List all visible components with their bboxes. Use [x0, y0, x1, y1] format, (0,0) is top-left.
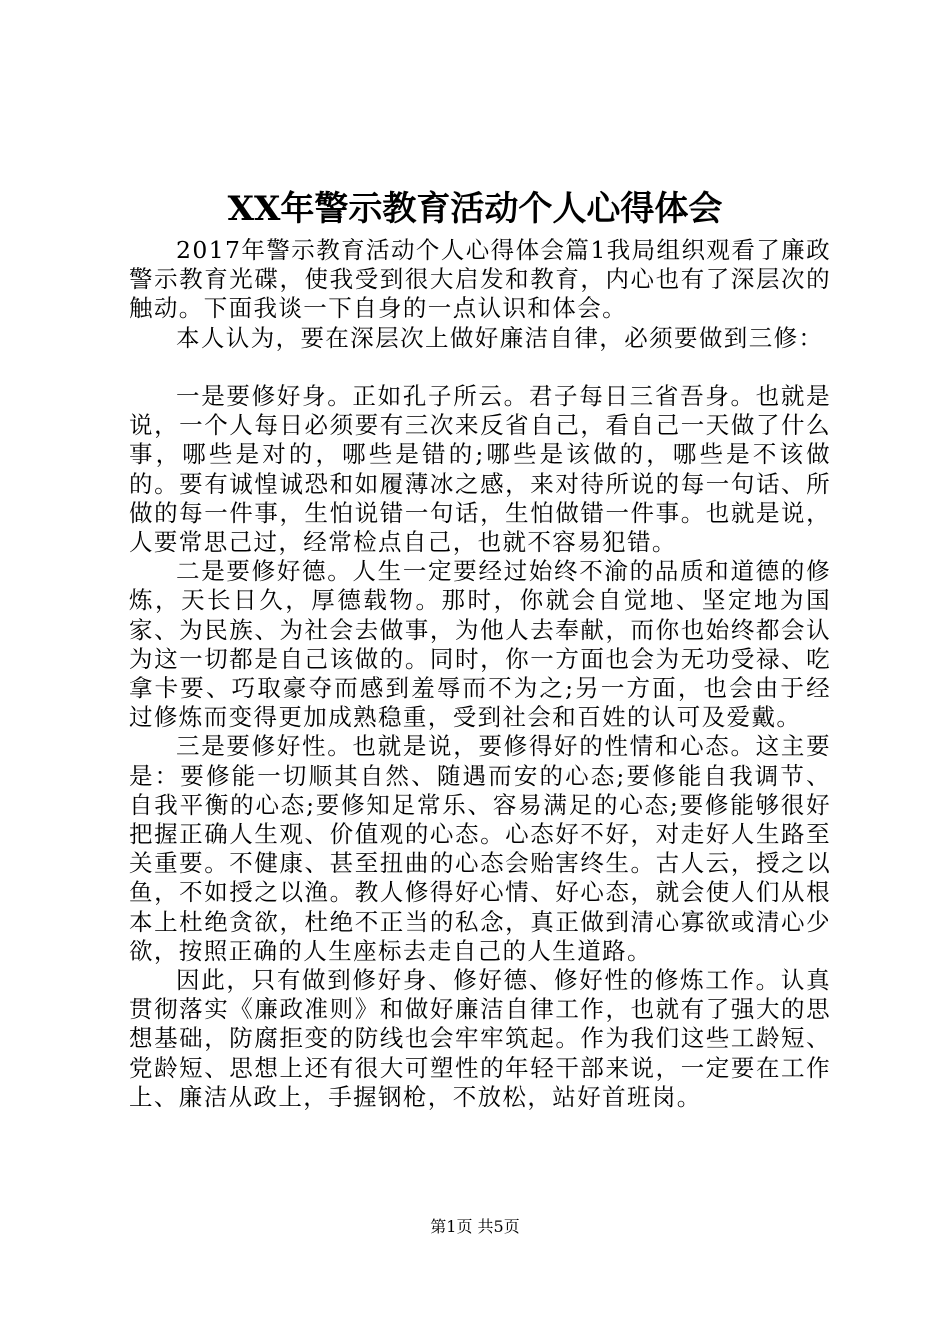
page-number-footer: 第1页 共5页 [430, 1217, 520, 1236]
paragraph-three-cultivations: 本人认为，要在深层次上做好廉洁自律，必须要做到三修： [176, 323, 824, 352]
paragraph-cultivate-virtue: 二是要修好德。人生一定要经过始终不渝的品质和道德的修炼，天长日久，厚德载物。那时，你就会自觉地、坚定地为国家、为民族、为社会去做事，为他人去奉献，而你也始终都会认为这一切都是自己该做的。同时，你一方面也会为无功受禄、吃拿卡要、巧取豪夺而感到羞辱而不为之;另一方面，也会由于经过修炼而变得更加成熟稳重，受到社会和百姓的认可及爱戴。 [129, 557, 831, 732]
paragraph-intro: 2017年警示教育活动个人心得体会篇1我局组织观看了廉政警示教育光碟，使我受到很大启发和教育，内心也有了深层次的触动。下面我谈一下自身的一点认识和体会。 [129, 236, 831, 323]
paragraph-cultivate-self: 一是要修好身。正如孔子所云。君子每日三省吾身。也就是说，一个人每日必须要有三次来反省自己，看自己一天做了什么事，哪些是对的，哪些是错的;哪些是该做的，哪些是不该做的。要有诚惶诚恐和如履薄冰之感，来对待所说的每一句话、所做的每一件事，生怕说错一句话，生怕做错一件事。也就是说，人要常思己过，经常检点自己，也就不容易犯错。 [129, 382, 831, 557]
paragraph-cultivate-temperament: 三是要修好性。也就是说，要修得好的性情和心态。这主要是：要修能一切顺其自然、随遇而安的心态;要修能自我调节、自我平衡的心态;要修知足常乐、容易满足的心态;要修能够很好把握正确人生观、价值观的心态。心态好不好，对走好人生路至关重要。不健康、甚至扭曲的心态会贻害终生。古人云，授之以鱼，不如授之以渔。教人修得好心情、好心态，就会使人们从根本上杜绝贪欲，杜绝不正当的私念，真正做到清心寡欲或清心少欲，按照正确的人生座标去走自己的人生道路。 [129, 732, 831, 965]
document-body [129, 236, 831, 1112]
paragraph-conclusion: 因此，只有做到修好身、修好德、修好性的修炼工作。认真贯彻落实《廉政准则》和做好廉洁自律工作，也就有了强大的思想基础，防腐拒变的防线也会牢牢筑起。作为我们这些工龄短、党龄短、思想上还有很大可塑性的年轻干部来说，一定要在工作上、廉洁从政上，手握钢枪，不放松，站好首班岗。 [129, 966, 831, 1111]
document-title: XX年警示教育活动个人心得体会 [227, 189, 723, 229]
